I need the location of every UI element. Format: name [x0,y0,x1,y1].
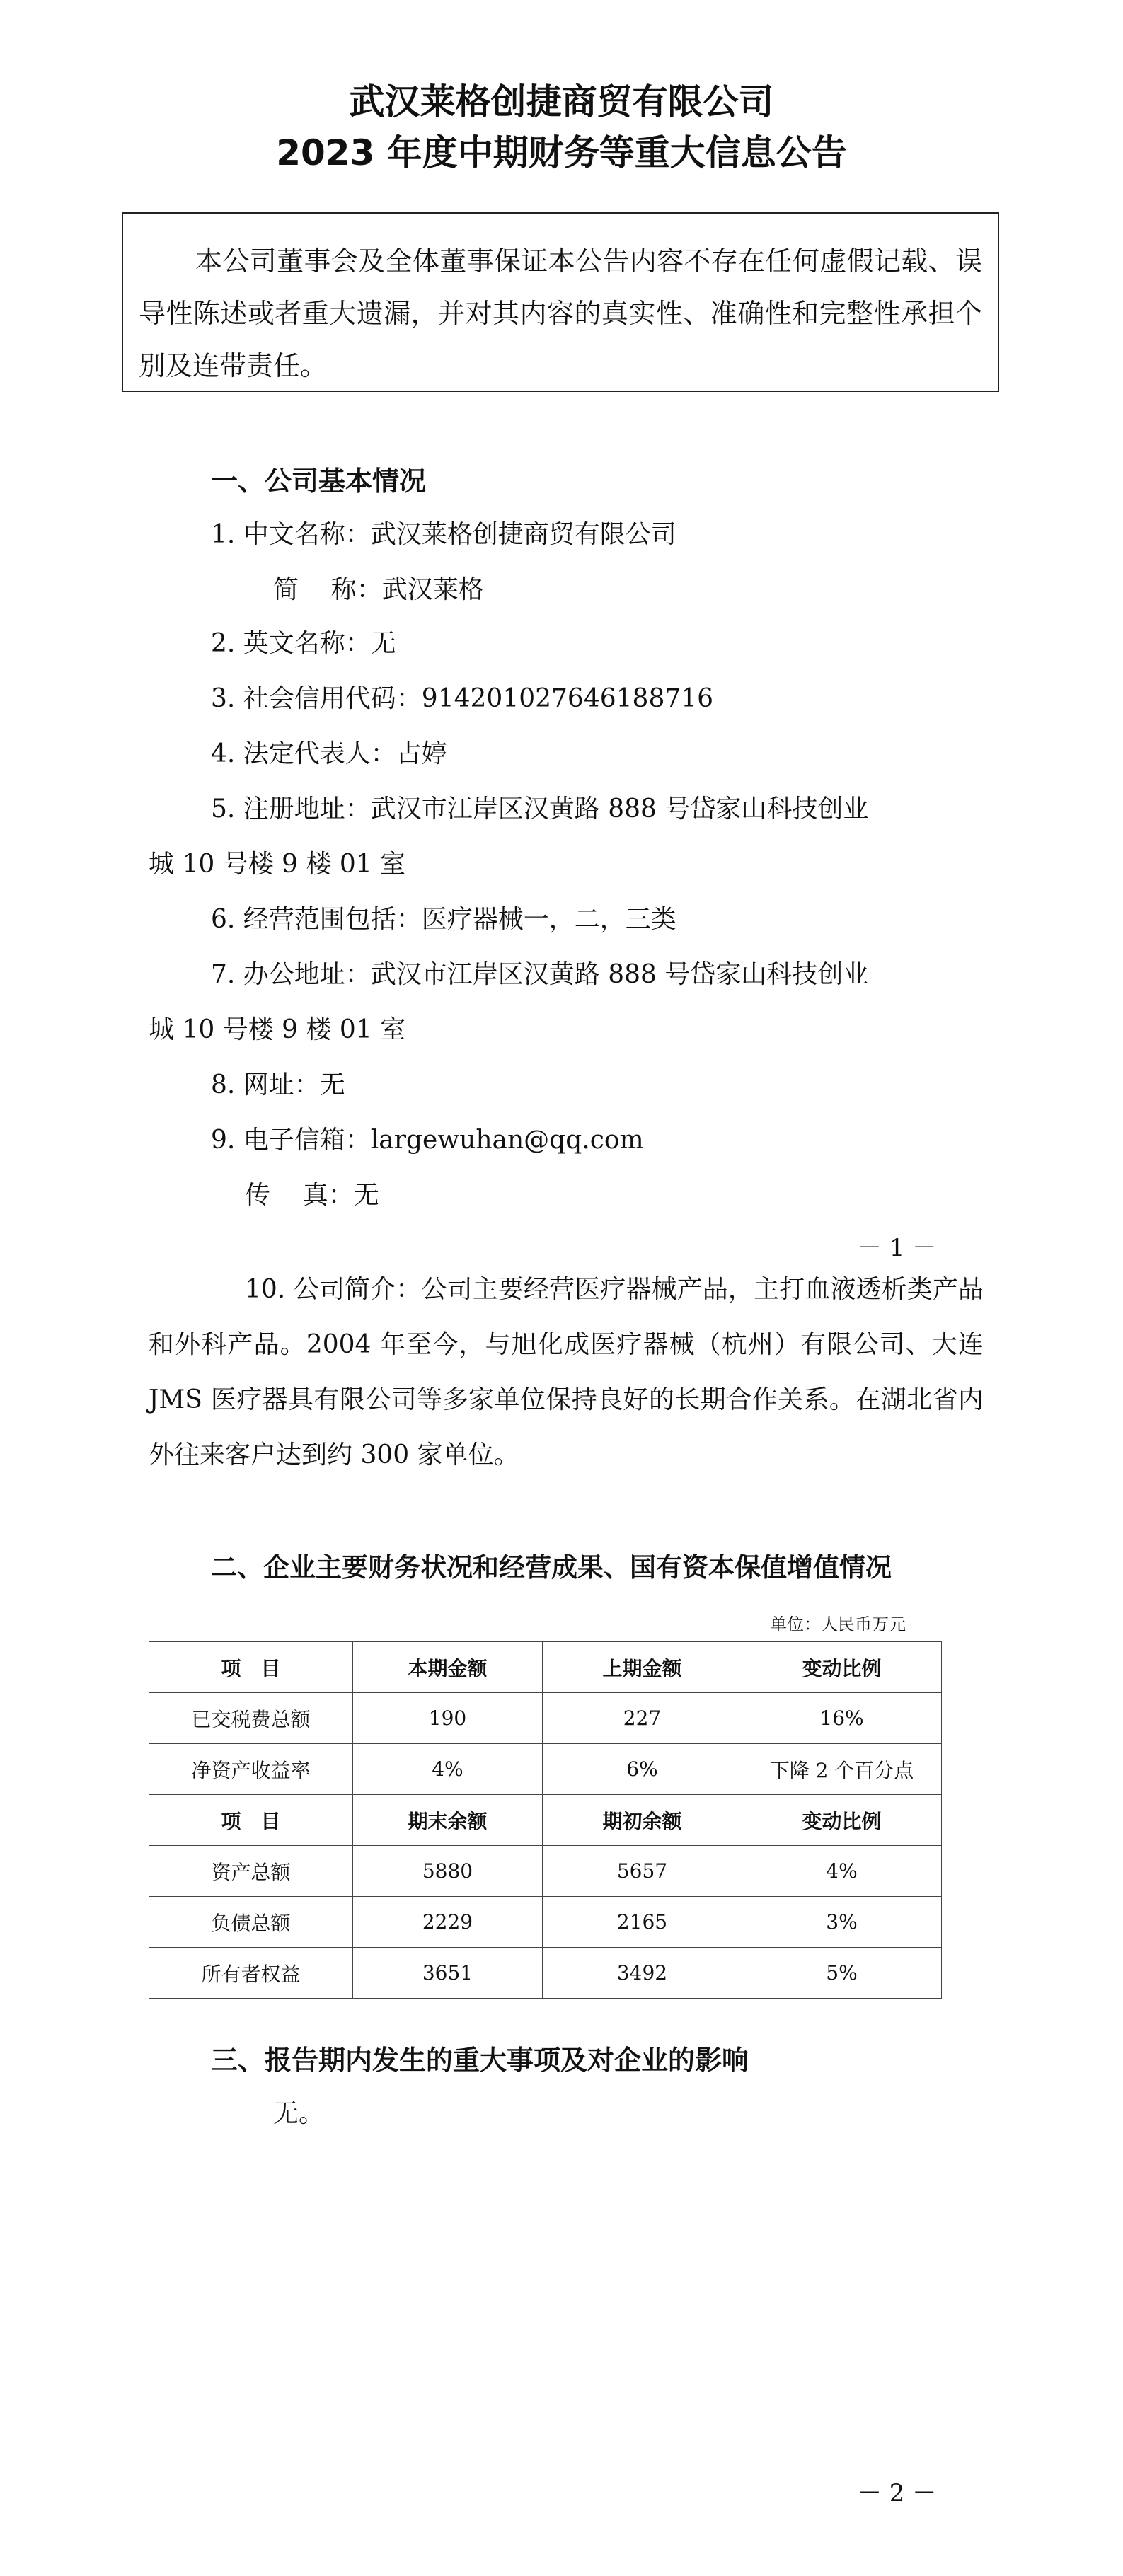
table-cell: 5880 [353,1846,543,1897]
table-cell: 净资产收益率 [149,1744,353,1795]
section-1-heading: 一、公司基本情况 [211,466,427,497]
financial-table [149,1641,942,1999]
table-cell: 16% [742,1693,942,1744]
table-cell: 6% [543,1744,742,1795]
table-cell: 227 [543,1693,742,1744]
table-cell: 3651 [353,1948,543,1999]
title-line-2: 2023 年度中期财务等重大信息公告 [276,132,847,173]
table-cell: 3492 [543,1948,742,1999]
business-scope-line: 6. 经营范围包括：医疗器械一，二，三类 [211,905,676,934]
unit-note: 单位：人民币万元 [770,1615,906,1634]
table-row [149,1846,942,1897]
table-header-row [149,1795,942,1846]
legal-rep-line: 4. 法定代表人：占婷 [211,739,447,768]
table-cell: 上期金额 [543,1642,742,1693]
table-cell: 期末余额 [353,1795,543,1846]
table-cell: 5657 [543,1846,742,1897]
table-cell: 项 目 [149,1795,353,1846]
office-address-line-1: 7. 办公地址：武汉市江岸区汉黄路 888 号岱家山科技创业 [211,960,869,989]
table-cell: 项 目 [149,1642,353,1693]
table-cell: 变动比例 [742,1642,942,1693]
table-cell: 190 [353,1693,543,1744]
section-2-heading: 二、企业主要财务状况和经营成果、国有资本保值增值情况 [211,1552,892,1583]
table-cell: 2229 [353,1897,543,1948]
table-cell: 负债总额 [149,1897,353,1948]
table-cell: 变动比例 [742,1795,942,1846]
table-cell: 3% [742,1897,942,1948]
section-3-heading: 三、报告期内发生的重大事项及对企业的影响 [211,2045,749,2076]
table-row [149,1897,942,1948]
table-cell: 资产总额 [149,1846,353,1897]
office-address-line-2: 城 10 号楼 9 楼 01 室 [149,1015,406,1044]
table-cell: 4% [353,1744,543,1795]
reg-address-line-2: 城 10 号楼 9 楼 01 室 [149,850,406,879]
name-cn-line: 1. 中文名称：武汉莱格创捷商贸有限公司 [211,520,676,549]
section-3-body: 无。 [273,2099,325,2128]
table-cell: 下降 2 个百分点 [742,1744,942,1795]
email-line: 9. 电子信箱：largewuhan@qq.com [211,1126,644,1155]
disclaimer-text: 本公司董事会及全体董事保证本公告内容不存在任何虚假记载、误导性陈述或者重大遗漏，并对其内容的真实性、准确性和完整性承担个别及连带责任。 [139,246,982,381]
table-cell: 所有者权益 [149,1948,353,1999]
fax-line: 传 真：无 [245,1181,379,1210]
table-row [149,1744,942,1795]
table-header-row [149,1642,942,1693]
table-cell: 已交税费总额 [149,1693,353,1744]
table-row [149,1948,942,1999]
name-en-line: 2. 英文名称：无 [211,629,396,658]
table-cell: 期初余额 [543,1795,742,1846]
page-number-2: － 2 － [858,2479,937,2507]
title-line-1: 武汉莱格创捷商贸有限公司 [349,81,774,122]
reg-address-line-1: 5. 注册地址：武汉市江岸区汉黄路 888 号岱家山科技创业 [211,795,869,824]
table-row [149,1693,942,1744]
table-cell: 2165 [543,1897,742,1948]
company-profile: 10. 公司简介：公司主要经营医疗器械产品，主打血液透析类产品和外科产品。2004 年至今，与旭化成医疗器械（杭州）有限公司、大连 JMS 医疗器具有限公司等多家单位保持良好的长期合作关系。在湖北省内外往来客户达到约 300 家单位。 [149,1275,984,1469]
credit-code-line: 3. 社会信用代码：914201027646188716 [211,684,714,713]
short-name-line: 简 称：武汉莱格 [273,575,484,604]
table-cell: 4% [742,1846,942,1897]
table-cell: 5% [742,1948,942,1999]
page-number-1: － 1 － [858,1234,937,1262]
website-line: 8. 网址：无 [211,1070,345,1099]
disclaimer-box [122,212,999,392]
table-cell: 本期金额 [353,1642,543,1693]
